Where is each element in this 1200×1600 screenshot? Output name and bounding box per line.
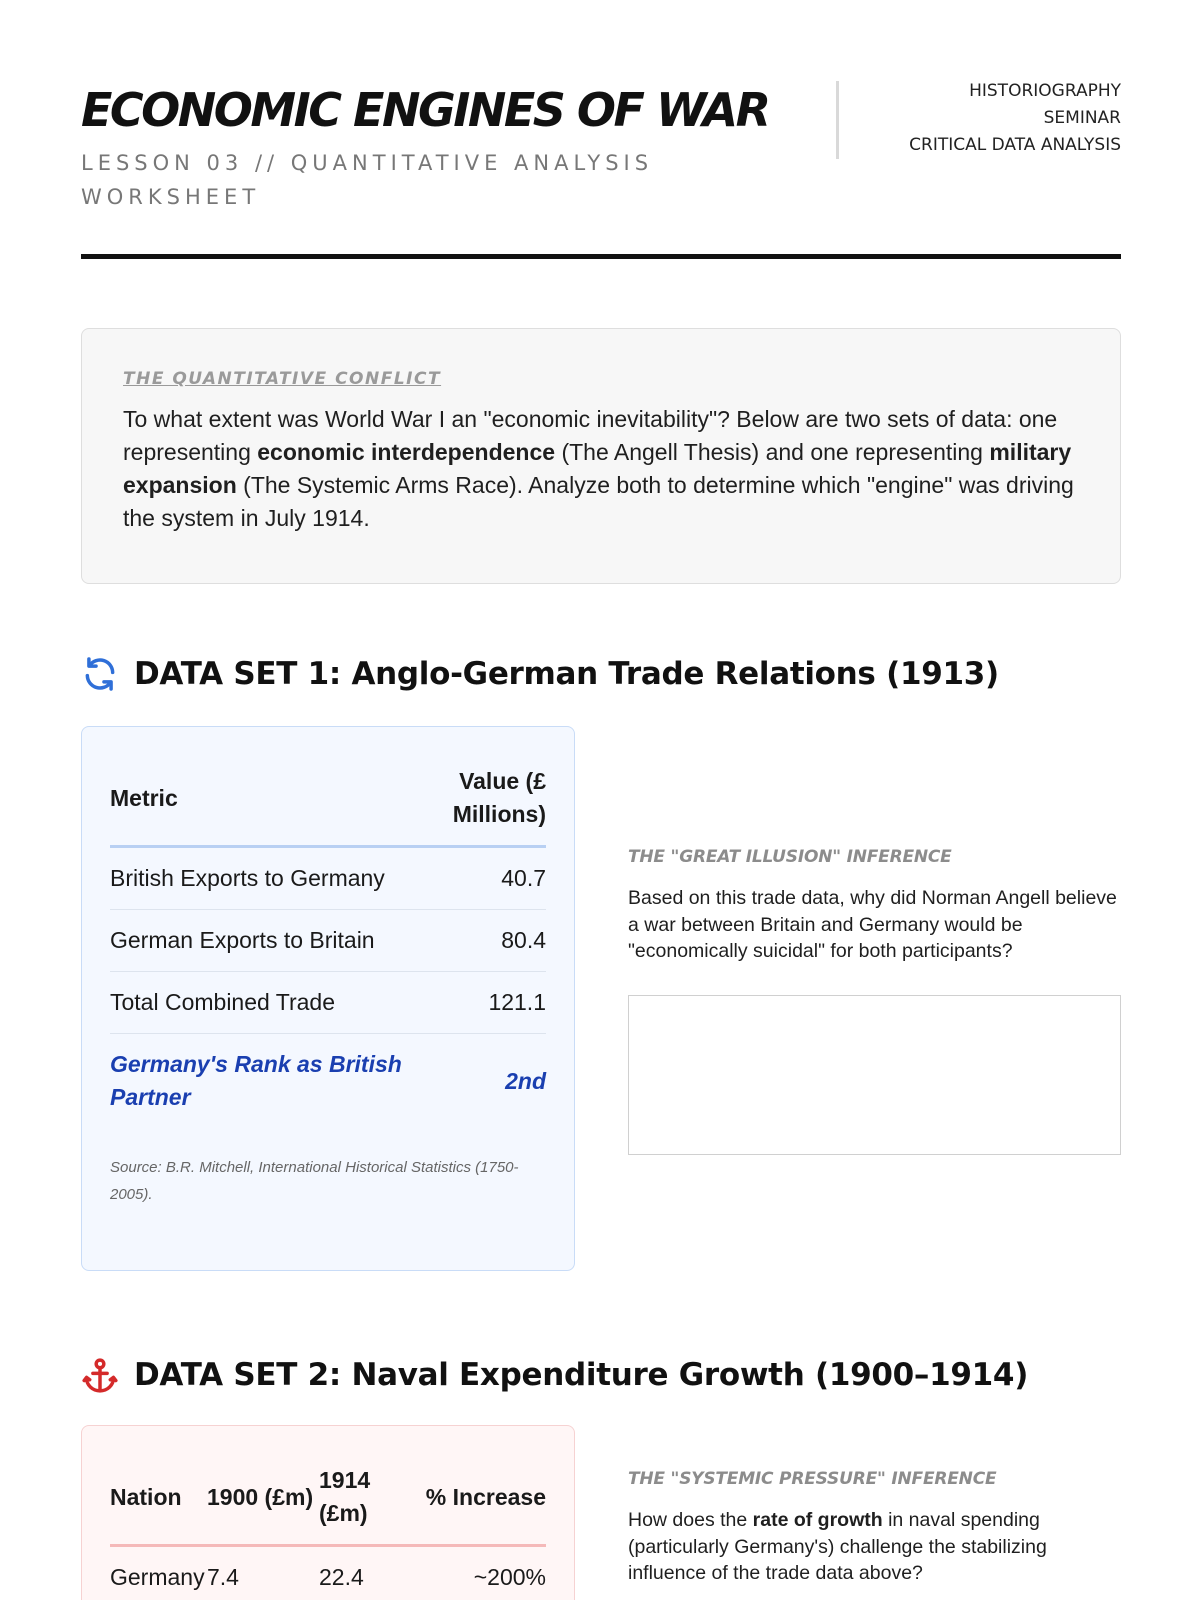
header-rule [81, 254, 1121, 259]
intro-text-part: (The Systemic Arms Race). Analyze both to determine which "engine" was driving the system in July 1914. [123, 472, 1074, 531]
value-cell: 2nd [505, 1067, 546, 1094]
value-cell: 7.4 [207, 1564, 239, 1590]
table-header-row [110, 1452, 546, 1546]
intro-bold-term: military expansion [123, 439, 1072, 498]
header-meta [909, 78, 1121, 159]
source-citation: Source: B.R. Mitchell, International Historical Statistics (1750-2005). [110, 1159, 519, 1203]
page-subtitle: LESSON 03 // QUANTITATIVE ANALYSIS WORKSHEET [81, 151, 654, 209]
inference-block-trade [628, 847, 1121, 1155]
inference-bold-term: rate of growth [752, 1509, 883, 1531]
trade-table [110, 753, 546, 1128]
intro-text-part: (The Angell Thesis) and one representing [555, 439, 990, 465]
column-header-1900: 1900 (£m) [207, 1483, 314, 1510]
meta-line: CRITICAL DATA ANALYSIS [909, 135, 1121, 155]
anchor-icon [81, 1356, 119, 1394]
nation-cell: Germany [110, 1564, 205, 1590]
intro-label: THE QUANTITATIVE CONFLICT [123, 369, 442, 389]
inference-label: THE "SYSTEMIC PRESSURE" INFERENCE [628, 1469, 997, 1489]
meta-line: HISTORIOGRAPHY [969, 81, 1121, 101]
table-row [110, 847, 546, 910]
column-header-1914: 1914 (£m) [319, 1467, 371, 1526]
column-header-metric: Metric [110, 784, 178, 811]
section-title: DATA SET 2: Naval Expenditure Growth (1900–1914) [134, 1357, 1029, 1393]
section-heading-trade [81, 651, 999, 697]
value-cell: 121.1 [488, 989, 546, 1015]
table-row [110, 1546, 546, 1600]
intro-text-part: To what extent was World War I an "economic inevitability"? Below are two sets of data: one representing [123, 406, 1058, 465]
value-cell: 22.4 [319, 1564, 364, 1590]
intro-text [123, 403, 1080, 535]
table-row [110, 910, 546, 972]
metric-cell: Germany's Rank as British Partner [110, 1051, 402, 1110]
meta-line: SEMINAR [1043, 108, 1121, 128]
metric-cell: German Exports to Britain [110, 927, 375, 953]
page-header [81, 78, 1121, 258]
inference-text-part: How does the [628, 1509, 753, 1531]
increase-cell: ~200% [473, 1564, 546, 1590]
header-divider [836, 81, 839, 159]
inference-block-naval [628, 1469, 1121, 1587]
naval-table [110, 1452, 546, 1600]
inference-question: Based on this trade data, why did Norman Angell believe a war between Britain and Germany would be "economically suicidal" for both participants? [628, 887, 1117, 962]
naval-data-card [81, 1425, 575, 1600]
page-title: ECONOMIC ENGINES OF WAR [81, 83, 769, 137]
table-row [110, 972, 546, 1034]
metric-cell: Total Combined Trade [110, 989, 336, 1015]
table-header-row [110, 753, 546, 847]
intro-bold-term: economic interdependence [257, 439, 556, 465]
refresh-icon [81, 655, 119, 693]
section-heading-naval [81, 1352, 1028, 1398]
inference-text-part: in naval spending (particularly Germany's) challenge the stabilizing influence of the trade data above? [628, 1509, 1047, 1584]
section-title: DATA SET 1: Anglo-German Trade Relations (1913) [134, 656, 999, 692]
table-row-highlight [110, 1034, 546, 1129]
inference-label: THE "GREAT ILLUSION" INFERENCE [628, 847, 952, 867]
column-header-increase: % Increase [425, 1483, 546, 1510]
inference-question [628, 1507, 1121, 1587]
column-header-value: Value (£ Millions) [452, 768, 546, 827]
column-header-nation: Nation [110, 1483, 182, 1510]
value-cell: 80.4 [501, 927, 546, 953]
value-cell: 40.7 [501, 865, 546, 891]
trade-data-card [81, 726, 575, 1271]
answer-box[interactable] [628, 995, 1121, 1155]
intro-box [81, 328, 1121, 584]
metric-cell: British Exports to Germany [110, 865, 385, 891]
